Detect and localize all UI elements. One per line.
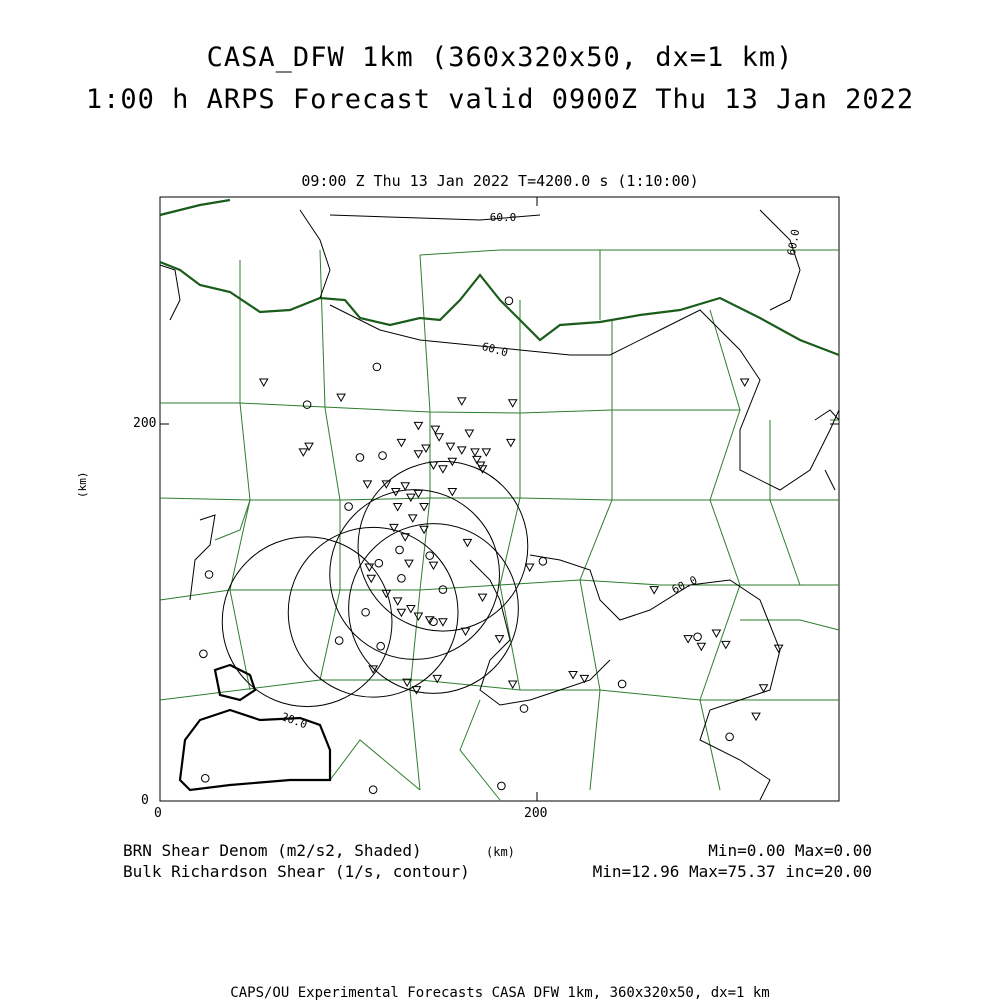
station-triangle-marker: [407, 605, 415, 612]
county-line: [580, 320, 612, 790]
contour-field-minmax: Min=12.96 Max=75.37 inc=20.00: [592, 862, 872, 881]
station-pentagon-marker: [201, 775, 209, 783]
county-line: [410, 255, 430, 790]
station-pentagon-marker: [398, 574, 406, 582]
station-triangle-marker: [439, 619, 447, 626]
county-line: [460, 700, 500, 800]
station-triangle-marker: [509, 400, 517, 407]
station-triangle-marker: [446, 443, 454, 450]
station-triangle-marker: [260, 379, 268, 386]
station-triangle-marker: [458, 398, 466, 405]
station-triangle-marker: [363, 481, 371, 488]
chart-title-line1: CASA_DFW 1km (360x320x50, dx=1 km): [206, 42, 794, 73]
station-triangle-marker: [414, 613, 422, 620]
station-triangle-marker: [435, 434, 443, 441]
contour-east-edge: [815, 410, 839, 490]
station-pentagon-marker: [377, 642, 385, 650]
station-triangle-marker: [650, 587, 658, 594]
station-triangle-marker: [422, 445, 430, 452]
station-triangle-marker: [569, 672, 577, 679]
station-pentagon-marker: [335, 637, 343, 645]
station-pentagon-marker: [373, 363, 381, 371]
station-pentagon-marker: [426, 552, 434, 560]
station-pentagon-marker: [379, 452, 387, 460]
plot-frame: [160, 197, 839, 801]
state-border-red-river: [160, 262, 839, 355]
station-triangle-marker: [697, 643, 705, 650]
county-line: [330, 740, 420, 790]
station-pentagon-marker: [618, 680, 626, 688]
valid-time-subtitle: 09:00 Z Thu 13 Jan 2022 T=4200.0 s (1:10:00): [301, 172, 699, 190]
county-line: [215, 500, 250, 540]
station-triangle-marker: [741, 379, 749, 386]
x-tick-label-0: 0: [154, 806, 162, 821]
x-axis-unit: (km): [486, 845, 515, 859]
county-line: [160, 680, 839, 700]
contour-60-south: [470, 560, 610, 705]
county-line: [160, 498, 839, 500]
radar-range-ring: [358, 461, 528, 631]
contour-value-label: 60.0: [489, 211, 517, 224]
station-triangle-marker: [684, 636, 692, 643]
station-pentagon-marker: [498, 782, 506, 790]
axis-ticks: [160, 197, 839, 801]
station-pentagon-marker: [726, 733, 734, 741]
station-triangle-marker: [712, 630, 720, 637]
y-tick-label-200: 200: [133, 416, 157, 431]
station-triangle-marker: [431, 426, 439, 433]
station-triangle-marker: [405, 560, 413, 567]
station-triangle-marker: [394, 598, 402, 605]
station-triangle-marker: [496, 636, 504, 643]
station-triangle-marker: [448, 488, 456, 495]
shaded-field-minmax: Min=0.00 Max=0.00: [708, 841, 872, 860]
county-line: [740, 620, 839, 630]
station-pentagon-marker: [303, 401, 311, 409]
chart-title-line2: 1:00 h ARPS Forecast valid 0900Z Thu 13 Jan 2022: [85, 84, 915, 115]
station-triangle-marker: [401, 483, 409, 490]
station-pentagon-marker: [505, 297, 513, 305]
station-triangle-marker: [465, 430, 473, 437]
shaded-field-legend: BRN Shear Denom (m2/s2, Shaded): [123, 841, 422, 860]
station-triangle-marker: [414, 490, 422, 497]
y-tick-label-0: 0: [141, 793, 149, 808]
station-triangle-marker: [409, 515, 417, 522]
contour-value-label: 60.0: [669, 573, 700, 597]
station-triangle-marker: [382, 481, 390, 488]
station-triangle-marker: [299, 449, 307, 456]
station-triangle-marker: [509, 681, 517, 688]
station-triangle-marker: [439, 466, 447, 473]
station-triangle-marker: [337, 394, 345, 401]
station-triangle-marker: [429, 562, 437, 569]
station-triangle-marker: [526, 564, 534, 571]
station-triangle-marker: [429, 462, 437, 469]
contour-60-ne: [760, 210, 803, 310]
station-pentagon-marker: [396, 546, 404, 554]
county-line: [700, 310, 740, 790]
station-triangle-marker: [463, 539, 471, 546]
station-triangle-marker: [420, 504, 428, 511]
county-boundaries: [160, 250, 839, 800]
station-pentagon-marker: [356, 454, 364, 462]
station-pentagon-marker: [520, 705, 528, 713]
radar-range-ring: [222, 537, 392, 707]
station-pentagon-marker: [539, 557, 547, 565]
contour-west-2: [190, 515, 215, 600]
x-tick-label-200: 200: [524, 806, 548, 821]
station-triangle-marker: [397, 609, 405, 616]
station-triangle-marker: [458, 447, 466, 454]
station-triangle-marker: [507, 439, 515, 446]
county-line: [420, 250, 839, 255]
station-pentagon-marker: [345, 503, 353, 511]
station-triangle-marker: [414, 422, 422, 429]
county-line: [320, 250, 340, 680]
station-pentagon-marker: [375, 559, 383, 567]
station-triangle-marker: [367, 575, 375, 582]
state-border-nw: [160, 200, 230, 215]
station-triangle-marker: [482, 449, 490, 456]
contour-value-label: 20.0: [279, 710, 309, 732]
station-triangle-marker: [407, 494, 415, 501]
station-pentagon-marker: [362, 608, 370, 616]
station-pentagon-marker: [369, 786, 377, 794]
station-triangle-marker: [722, 641, 730, 648]
y-axis-unit: (km): [76, 471, 89, 498]
county-line: [230, 260, 250, 690]
station-triangle-marker: [414, 451, 422, 458]
station-pentagon-marker: [200, 650, 208, 658]
station-triangle-marker: [394, 504, 402, 511]
station-triangle-marker: [471, 449, 479, 456]
station-triangle-marker: [752, 713, 760, 720]
station-pentagon-marker: [694, 633, 702, 641]
contour-west: [160, 265, 180, 320]
station-pentagon-marker: [205, 571, 213, 579]
county-line: [160, 403, 740, 413]
station-pentagon-marker: [439, 586, 447, 594]
contour-field-legend: Bulk Richardson Shear (1/s, contour): [123, 862, 470, 881]
contour-labels: [280, 211, 803, 731]
contour-value-label: 60.0: [480, 339, 510, 360]
station-triangle-marker: [479, 594, 487, 601]
footer-credit: CAPS/OU Experimental Forecasts CASA DFW 1km, 360x320x50, dx=1 km: [230, 985, 770, 1001]
station-triangle-marker: [397, 439, 405, 446]
contour-value-label: 60.0: [784, 228, 803, 257]
contour-60-east: [330, 305, 839, 490]
county-line: [770, 420, 800, 585]
